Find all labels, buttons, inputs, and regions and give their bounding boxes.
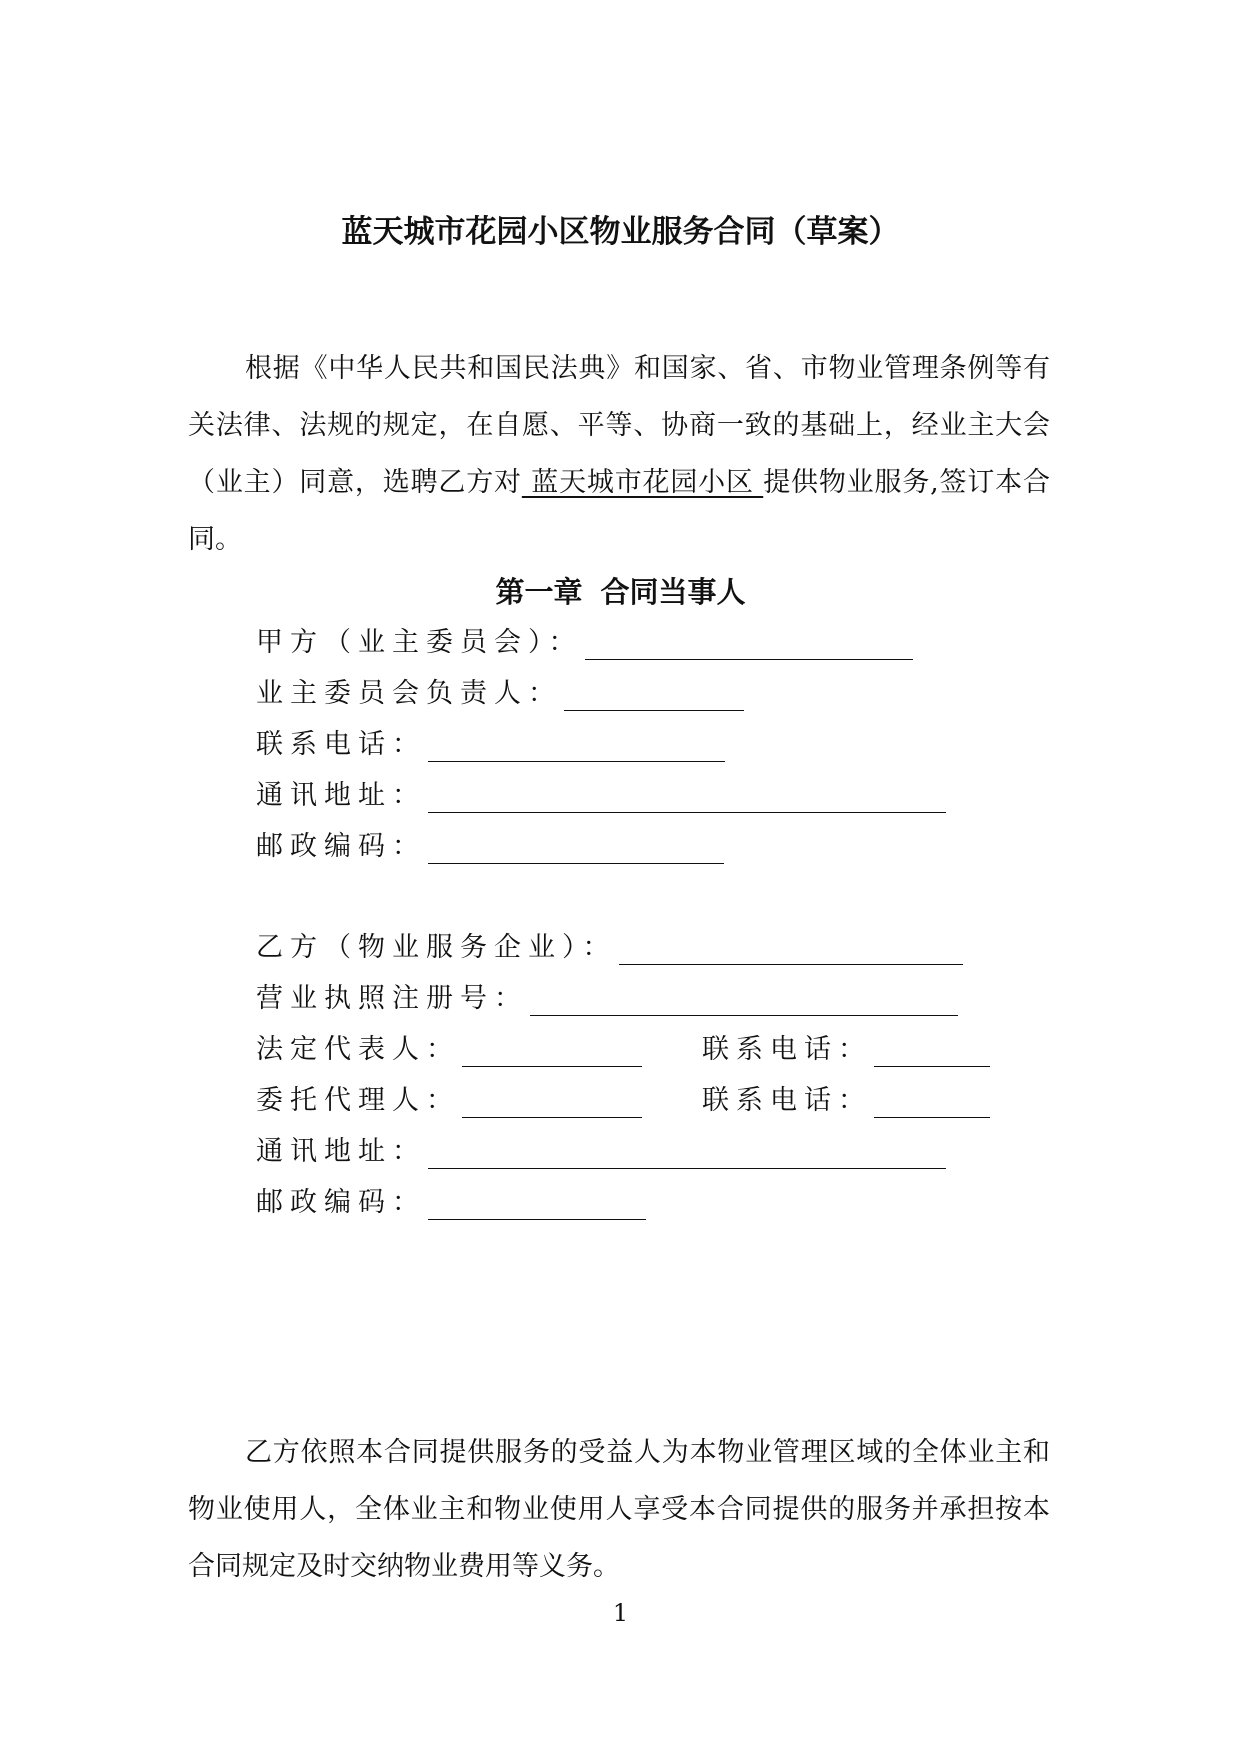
party-b-license-label: 营业执照注册号： (256, 983, 528, 1014)
party-a-name-field (256, 620, 913, 660)
party-b-agent-phone-field (702, 1078, 990, 1118)
party-a-address-blank[interactable] (428, 782, 946, 813)
party-b-license-blank[interactable] (530, 985, 958, 1016)
party-b-legal-rep-phone-blank[interactable] (874, 1036, 990, 1067)
party-a-phone-label: 联系电话： (256, 729, 426, 760)
contract-title: 蓝天城市花园小区物业服务合同（草案） (341, 214, 900, 250)
party-b-postcode-label: 邮政编码： (256, 1187, 426, 1218)
chapter-heading (0, 572, 1241, 612)
party-b-agent-field (256, 1078, 642, 1118)
party-a-leader-label: 业主委员会负责人： (256, 678, 562, 709)
beneficiary-paragraph: 乙方依照本合同提供服务的受益人为本物业管理区域的全体业主和物业使用人，全体业主和物业使用人享受本合同提供的服务并承担按本合同规定及时交纳物业费用等义务。 (188, 1437, 1050, 1582)
party-b-address-field (256, 1129, 946, 1169)
party-a-address-field (256, 773, 946, 813)
party-b-name-label: 乙方（物业服务企业）： (256, 932, 617, 963)
party-b-legal-rep-blank[interactable] (462, 1036, 642, 1067)
intro-paragraph (188, 340, 1050, 568)
intro-text-before: 根据《中华人民共和国民法典》和国家、省、市物业管理条例等有关法律、法规的规定，在自愿、平等、协商一致的基础上，经业主大会（业主）同意，选聘乙方对 (188, 353, 1050, 498)
intro-text-after: 提供物业服务,签订本合同。 (188, 467, 1050, 555)
party-b-agent-blank[interactable] (462, 1087, 642, 1118)
party-a-name-label: 甲方（业主委员会）： (256, 627, 583, 658)
party-b-agent-phone-blank[interactable] (874, 1087, 990, 1118)
property-name: 蓝天城市花园小区 (521, 467, 764, 498)
party-b-agent-phone-label: 联系电话： (702, 1085, 872, 1116)
party-b-postcode-blank[interactable] (428, 1189, 646, 1220)
chapter-number: 第一章 (495, 575, 583, 609)
party-b-license-field (256, 976, 958, 1016)
party-a-phone-field (256, 722, 725, 762)
party-b-name-field (256, 925, 963, 965)
party-b-address-blank[interactable] (428, 1138, 946, 1169)
party-b-address-label: 通讯地址： (256, 1136, 426, 1167)
party-a-phone-blank[interactable] (428, 731, 725, 762)
party-b-agent-label: 委托代理人： (256, 1085, 460, 1116)
party-b-legal-rep-phone-label: 联系电话： (702, 1034, 872, 1065)
chapter-title: 合同当事人 (600, 575, 746, 609)
party-a-postcode-blank[interactable] (428, 833, 724, 864)
party-b-postcode-field (256, 1180, 646, 1220)
party-a-leader-blank[interactable] (564, 680, 744, 711)
party-a-postcode-field (256, 824, 724, 864)
page-number: 1 (612, 1599, 629, 1627)
party-b-name-blank[interactable] (619, 934, 963, 965)
party-a-name-blank[interactable] (585, 629, 913, 660)
party-b-legal-rep-phone-field (702, 1027, 990, 1067)
party-b-legal-rep-field (256, 1027, 642, 1067)
party-a-address-label: 通讯地址： (256, 780, 426, 811)
party-a-postcode-label: 邮政编码： (256, 831, 426, 862)
party-a-leader-field (256, 671, 744, 711)
party-b-legal-rep-label: 法定代表人： (256, 1034, 460, 1065)
